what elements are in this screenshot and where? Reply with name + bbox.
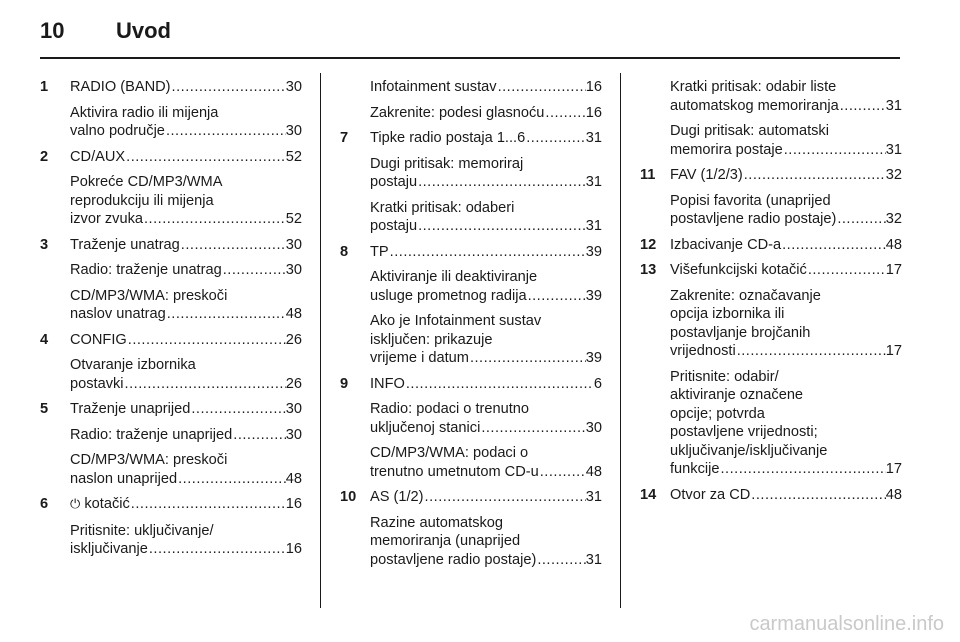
entry-leader-line [370, 129, 602, 148]
index-entry [40, 261, 302, 280]
item-number: 4 [40, 331, 49, 348]
entry-leader-line [670, 342, 902, 361]
page-reference: 26 [285, 331, 302, 348]
index-entry [40, 148, 302, 167]
entry-text-line: uključivanje/isključivanje [670, 442, 828, 459]
entry-label-text: postaju [370, 218, 418, 234]
entry-label [670, 166, 743, 185]
index-entry [40, 400, 302, 419]
entry-label [370, 173, 417, 192]
entry-label-text: valno područje [70, 123, 165, 139]
page-reference: 32 [885, 211, 902, 227]
entry-label-text: Infotainment sustav [370, 79, 497, 95]
entry-label [370, 463, 539, 482]
entry-label-text: vrijednosti [670, 343, 736, 359]
entry-text-line: CD/MP3/WMA: preskoči [70, 287, 228, 304]
entry-leader-line [370, 217, 602, 236]
dot-leader [539, 463, 586, 482]
item-number: 11 [640, 167, 656, 183]
entry-label [370, 551, 536, 570]
index-entry [40, 426, 302, 445]
entry-text-line: Pritisnite: odabir/ [670, 368, 779, 385]
index-entry [640, 287, 902, 361]
entry-label [370, 129, 525, 148]
entry-label-text: Tipke radio postaja 1...6 [370, 130, 526, 146]
item-number: 13 [640, 262, 657, 278]
entry-text-line: postavljene vrijednosti; [670, 424, 818, 440]
page-reference: 48 [885, 236, 902, 253]
entry-leader-line [370, 463, 602, 482]
entry-label [70, 470, 177, 489]
entry-label [370, 104, 544, 123]
index-entry [640, 368, 902, 479]
entry-label [370, 217, 417, 236]
power-icon: ⏻ [70, 497, 81, 512]
page-reference: 30 [285, 123, 302, 139]
page-reference: 30 [285, 236, 302, 253]
page-reference: 48 [285, 470, 302, 487]
index-entry [640, 122, 902, 159]
index-entry [340, 104, 602, 123]
dot-leader [190, 400, 285, 419]
dot-leader [424, 488, 586, 507]
entry-leader-line [370, 243, 602, 262]
index-entry [340, 400, 602, 437]
index-entry [40, 356, 302, 393]
page-reference: 31 [585, 130, 602, 146]
entry-leader-line [670, 460, 902, 479]
entry-label [70, 305, 166, 324]
entry-label-text: AS (1/2) [370, 489, 424, 505]
entry-label [670, 460, 719, 479]
index-entry [640, 166, 902, 185]
index-entry [640, 486, 902, 505]
entry-label-text: uključenoj stanici [370, 419, 481, 436]
page-reference: 16 [285, 496, 302, 512]
page-reference: 30 [285, 426, 302, 443]
page-reference: 31 [885, 141, 902, 158]
dot-leader [807, 261, 886, 280]
entry-label [70, 426, 232, 445]
dot-leader [469, 349, 586, 368]
entry-label-text: memorira postaje [670, 141, 783, 158]
entry-leader-line [70, 261, 302, 280]
item-number: 9 [340, 375, 349, 392]
entry-text-line: Dugi pritisak: memoriraj [370, 155, 524, 172]
dot-leader [127, 331, 286, 350]
entry-label [670, 210, 836, 229]
dot-leader [165, 122, 286, 141]
index-entry [40, 236, 302, 255]
index-entry [340, 444, 602, 481]
entry-label [370, 419, 480, 438]
index-entry [340, 488, 602, 507]
index-entry [40, 522, 302, 559]
page-reference: 48 [285, 306, 302, 322]
page-reference: 39 [585, 350, 602, 366]
entry-label [70, 540, 148, 559]
entry-leader-line [70, 210, 302, 229]
entry-leader-line [670, 236, 902, 255]
entry-text-line: isključen: prikazuje [370, 331, 493, 348]
item-number: 6 [40, 496, 49, 512]
page-reference: 6 [593, 375, 602, 392]
index-entry [340, 312, 602, 368]
index-entry [40, 104, 302, 141]
entry-label-text: postavljene radio postaje) [670, 211, 837, 227]
index-entry [40, 173, 302, 229]
entry-label [70, 495, 130, 515]
entry-label-text: TP [370, 243, 389, 260]
entry-label [70, 375, 124, 394]
page-reference: 30 [285, 262, 302, 278]
index-entry [40, 331, 302, 350]
entry-label-text: naslov unatrag [70, 306, 166, 322]
entry-text-line: Kratki pritisak: odaberi [370, 199, 515, 216]
dot-leader [166, 305, 286, 324]
dot-leader [525, 129, 586, 148]
dot-leader [177, 470, 286, 489]
index-entry [640, 78, 902, 115]
entry-label-text: INFO [370, 375, 405, 392]
entry-label [670, 141, 783, 160]
entry-label-text: Radio: traženje unatrag [70, 262, 222, 278]
entry-text-line: reprodukciju ili mijenja [70, 192, 214, 209]
page-reference: 52 [285, 148, 302, 165]
dot-leader [480, 419, 585, 438]
page-reference: 16 [585, 104, 602, 121]
entry-text-line: Aktiviranje ili deaktiviranje [370, 269, 538, 285]
entry-leader-line [370, 349, 602, 368]
entry-label-text: FAV (1/2/3) [670, 167, 743, 183]
entry-label-text: postavki [70, 375, 124, 392]
entry-leader-line [370, 551, 602, 570]
index-entry [340, 129, 602, 148]
entry-label-text: postavljene radio postaje) [370, 551, 537, 568]
page-reference: 17 [885, 461, 902, 477]
entry-text-line: Radio: podaci o trenutno [370, 401, 530, 417]
entry-label-text: postaju [370, 174, 418, 190]
dot-leader [222, 261, 286, 280]
entry-text-line: Aktivira radio ili mijenja [70, 104, 219, 121]
entry-label [70, 331, 127, 350]
entry-label [70, 261, 222, 280]
entry-leader-line [370, 488, 602, 507]
entry-label-text: Traženje unatrag [70, 236, 180, 253]
item-number: 7 [340, 130, 349, 146]
entry-label-text: CD/AUX [70, 148, 126, 165]
index-entry [340, 243, 602, 262]
index-entry [340, 268, 602, 305]
item-number: 2 [40, 148, 49, 165]
entry-leader-line [370, 375, 602, 394]
entry-label-text: RADIO (BAND) [70, 79, 171, 95]
entry-leader-line [70, 331, 302, 350]
entry-leader-line [370, 419, 602, 438]
entry-leader-line [370, 78, 602, 97]
index-entry [40, 287, 302, 324]
page-reference: 31 [885, 97, 902, 114]
entry-label-text: Otvor za CD [670, 486, 751, 503]
dot-leader [148, 540, 286, 559]
entry-label [70, 148, 125, 167]
entry-text-line: Popisi favorita (unaprijed [670, 192, 831, 209]
page-reference: 48 [585, 463, 602, 480]
column-divider [320, 73, 321, 608]
index-entry [40, 78, 302, 97]
header-rule [40, 57, 900, 59]
index-entry [40, 451, 302, 488]
dot-leader [143, 210, 286, 229]
entry-leader-line [70, 375, 302, 394]
entry-label [670, 236, 781, 255]
entry-leader-line [70, 426, 302, 445]
page-number: 10 [40, 18, 65, 43]
entry-label-text: Zakrenite: podesi glasnoću [370, 104, 545, 121]
entry-text-line: CD/MP3/WMA: podaci o [370, 445, 529, 461]
column-divider [620, 73, 621, 608]
item-number: 5 [40, 401, 49, 417]
entry-label [70, 78, 171, 97]
dot-leader [417, 173, 586, 192]
entry-label-text: naslon unaprijed [70, 470, 178, 487]
entry-leader-line [70, 236, 302, 255]
entry-leader-line [670, 210, 902, 229]
entry-leader-line [670, 261, 902, 280]
page-reference: 30 [285, 79, 302, 95]
entry-label [370, 243, 389, 262]
entry-label [70, 122, 165, 141]
index-entry [340, 155, 602, 192]
entry-text-line: Pokreće CD/MP3/WMA [70, 174, 223, 190]
page-title: Uvod [116, 18, 171, 43]
index-entry [340, 375, 602, 394]
dot-leader [232, 426, 286, 445]
entry-leader-line [70, 148, 302, 167]
index-column-2 [340, 78, 602, 576]
watermark: carmanualsonline.info [749, 613, 944, 635]
item-number: 14 [640, 486, 657, 503]
page-reference: 48 [885, 486, 902, 503]
dot-leader [130, 495, 286, 515]
entry-label [670, 486, 750, 505]
dot-leader [783, 141, 886, 160]
entry-label-text: funkcije [670, 461, 720, 477]
page-reference: 30 [585, 419, 602, 436]
entry-text-line: CD/MP3/WMA: preskoči [70, 452, 228, 468]
entry-label-text: Višefunkcijski kotačić [670, 262, 807, 278]
entry-text-line: Ako je Infotainment sustav [370, 313, 542, 329]
dot-leader [736, 342, 886, 361]
entry-leader-line [70, 305, 302, 324]
entry-text-line: opcija izbornika ili [670, 306, 785, 322]
entry-label-text: automatskog memoriranja [670, 97, 839, 114]
page-reference: 31 [585, 551, 602, 568]
page-reference: 17 [885, 262, 902, 278]
page-reference: 32 [885, 167, 902, 183]
page-reference: 39 [585, 243, 602, 260]
page-header [40, 18, 900, 58]
dot-leader [544, 104, 585, 123]
entry-leader-line [370, 173, 602, 192]
entry-label [670, 261, 807, 280]
entry-leader-line [670, 141, 902, 160]
dot-leader [836, 210, 885, 229]
entry-leader-line [70, 122, 302, 141]
entry-text-line: memoriranja (unaprijed [370, 533, 521, 549]
index-entry [340, 199, 602, 236]
dot-leader [405, 375, 594, 394]
entry-label [370, 78, 497, 97]
entry-leader-line [370, 287, 602, 306]
entry-text-line: Otvaranje izbornika [70, 357, 196, 373]
entry-leader-line [670, 166, 902, 185]
entry-label-text: CONFIG [70, 331, 127, 348]
page-reference: 16 [585, 79, 602, 95]
index-entry [40, 495, 302, 515]
dot-leader [750, 486, 885, 505]
page-reference: 31 [585, 489, 602, 505]
page-reference: 30 [285, 401, 302, 417]
index-column-3 [640, 78, 902, 511]
entry-leader-line [370, 104, 602, 123]
entry-text-line: opcije; potvrda [670, 405, 765, 422]
entry-leader-line [70, 400, 302, 419]
entry-label-text: Izbacivanje CD-a [670, 236, 782, 253]
item-number: 1 [40, 79, 49, 95]
entry-text-line: Dugi pritisak: automatski [670, 123, 829, 139]
entry-label-text: vrijeme i datum [370, 350, 469, 366]
page-reference: 16 [285, 541, 302, 557]
entry-leader-line [70, 495, 302, 515]
entry-label-text: kotačić [84, 496, 130, 512]
entry-leader-line [670, 97, 902, 116]
index-entry [340, 78, 602, 97]
dot-leader [536, 551, 585, 570]
entry-text-line: Zakrenite: označavanje [670, 287, 821, 304]
index-entry [340, 514, 602, 570]
entry-label [70, 400, 190, 419]
index-entry [640, 192, 902, 229]
page-reference: 31 [585, 174, 602, 190]
dot-leader [781, 236, 886, 255]
item-number: 12 [640, 236, 657, 253]
page-reference: 26 [285, 375, 302, 392]
entry-leader-line [70, 540, 302, 559]
entry-label [670, 342, 736, 361]
page-reference: 17 [885, 343, 902, 359]
dot-leader [417, 217, 586, 236]
entry-label-text: usluge prometnog radija [370, 287, 527, 304]
entry-label [370, 375, 405, 394]
item-number: 3 [40, 236, 49, 253]
entry-leader-line [70, 78, 302, 97]
entry-label-text: izvor zvuka [70, 211, 143, 227]
dot-leader [171, 78, 286, 97]
dot-leader [124, 375, 286, 394]
dot-leader [180, 236, 286, 255]
item-number: 8 [340, 243, 349, 260]
entry-label [70, 210, 143, 229]
page-reference: 52 [285, 211, 302, 227]
dot-leader [719, 460, 885, 479]
entry-label-text: isključivanje [70, 541, 148, 557]
page-reference: 31 [585, 218, 602, 234]
entry-label-text: Traženje unaprijed [70, 401, 191, 417]
entry-text-line: postavljanje brojčanih [670, 324, 811, 341]
entry-label-text: trenutno umetnutom CD-u [370, 463, 539, 480]
entry-leader-line [70, 470, 302, 489]
index-entry [640, 261, 902, 280]
page-reference: 39 [585, 287, 602, 304]
entry-leader-line [670, 486, 902, 505]
entry-text-line: Kratki pritisak: odabir liste [670, 79, 837, 95]
entry-label [670, 97, 839, 116]
index-column-1 [40, 78, 302, 566]
entry-label [370, 349, 469, 368]
entry-label [370, 488, 424, 507]
entry-text-line: aktiviranje označene [670, 387, 804, 403]
entry-text-line: Pritisnite: uključivanje/ [70, 522, 214, 539]
dot-leader [743, 166, 886, 185]
entry-label [70, 236, 180, 255]
entry-text-line: Razine automatskog [370, 514, 504, 531]
dot-leader [839, 97, 886, 116]
entry-label-text: Radio: traženje unaprijed [70, 426, 233, 443]
dot-leader [389, 243, 586, 262]
dot-leader [497, 78, 586, 97]
index-entry [640, 236, 902, 255]
entry-label [370, 287, 527, 306]
item-number: 10 [340, 489, 357, 505]
dot-leader [527, 287, 586, 306]
dot-leader [125, 148, 286, 167]
